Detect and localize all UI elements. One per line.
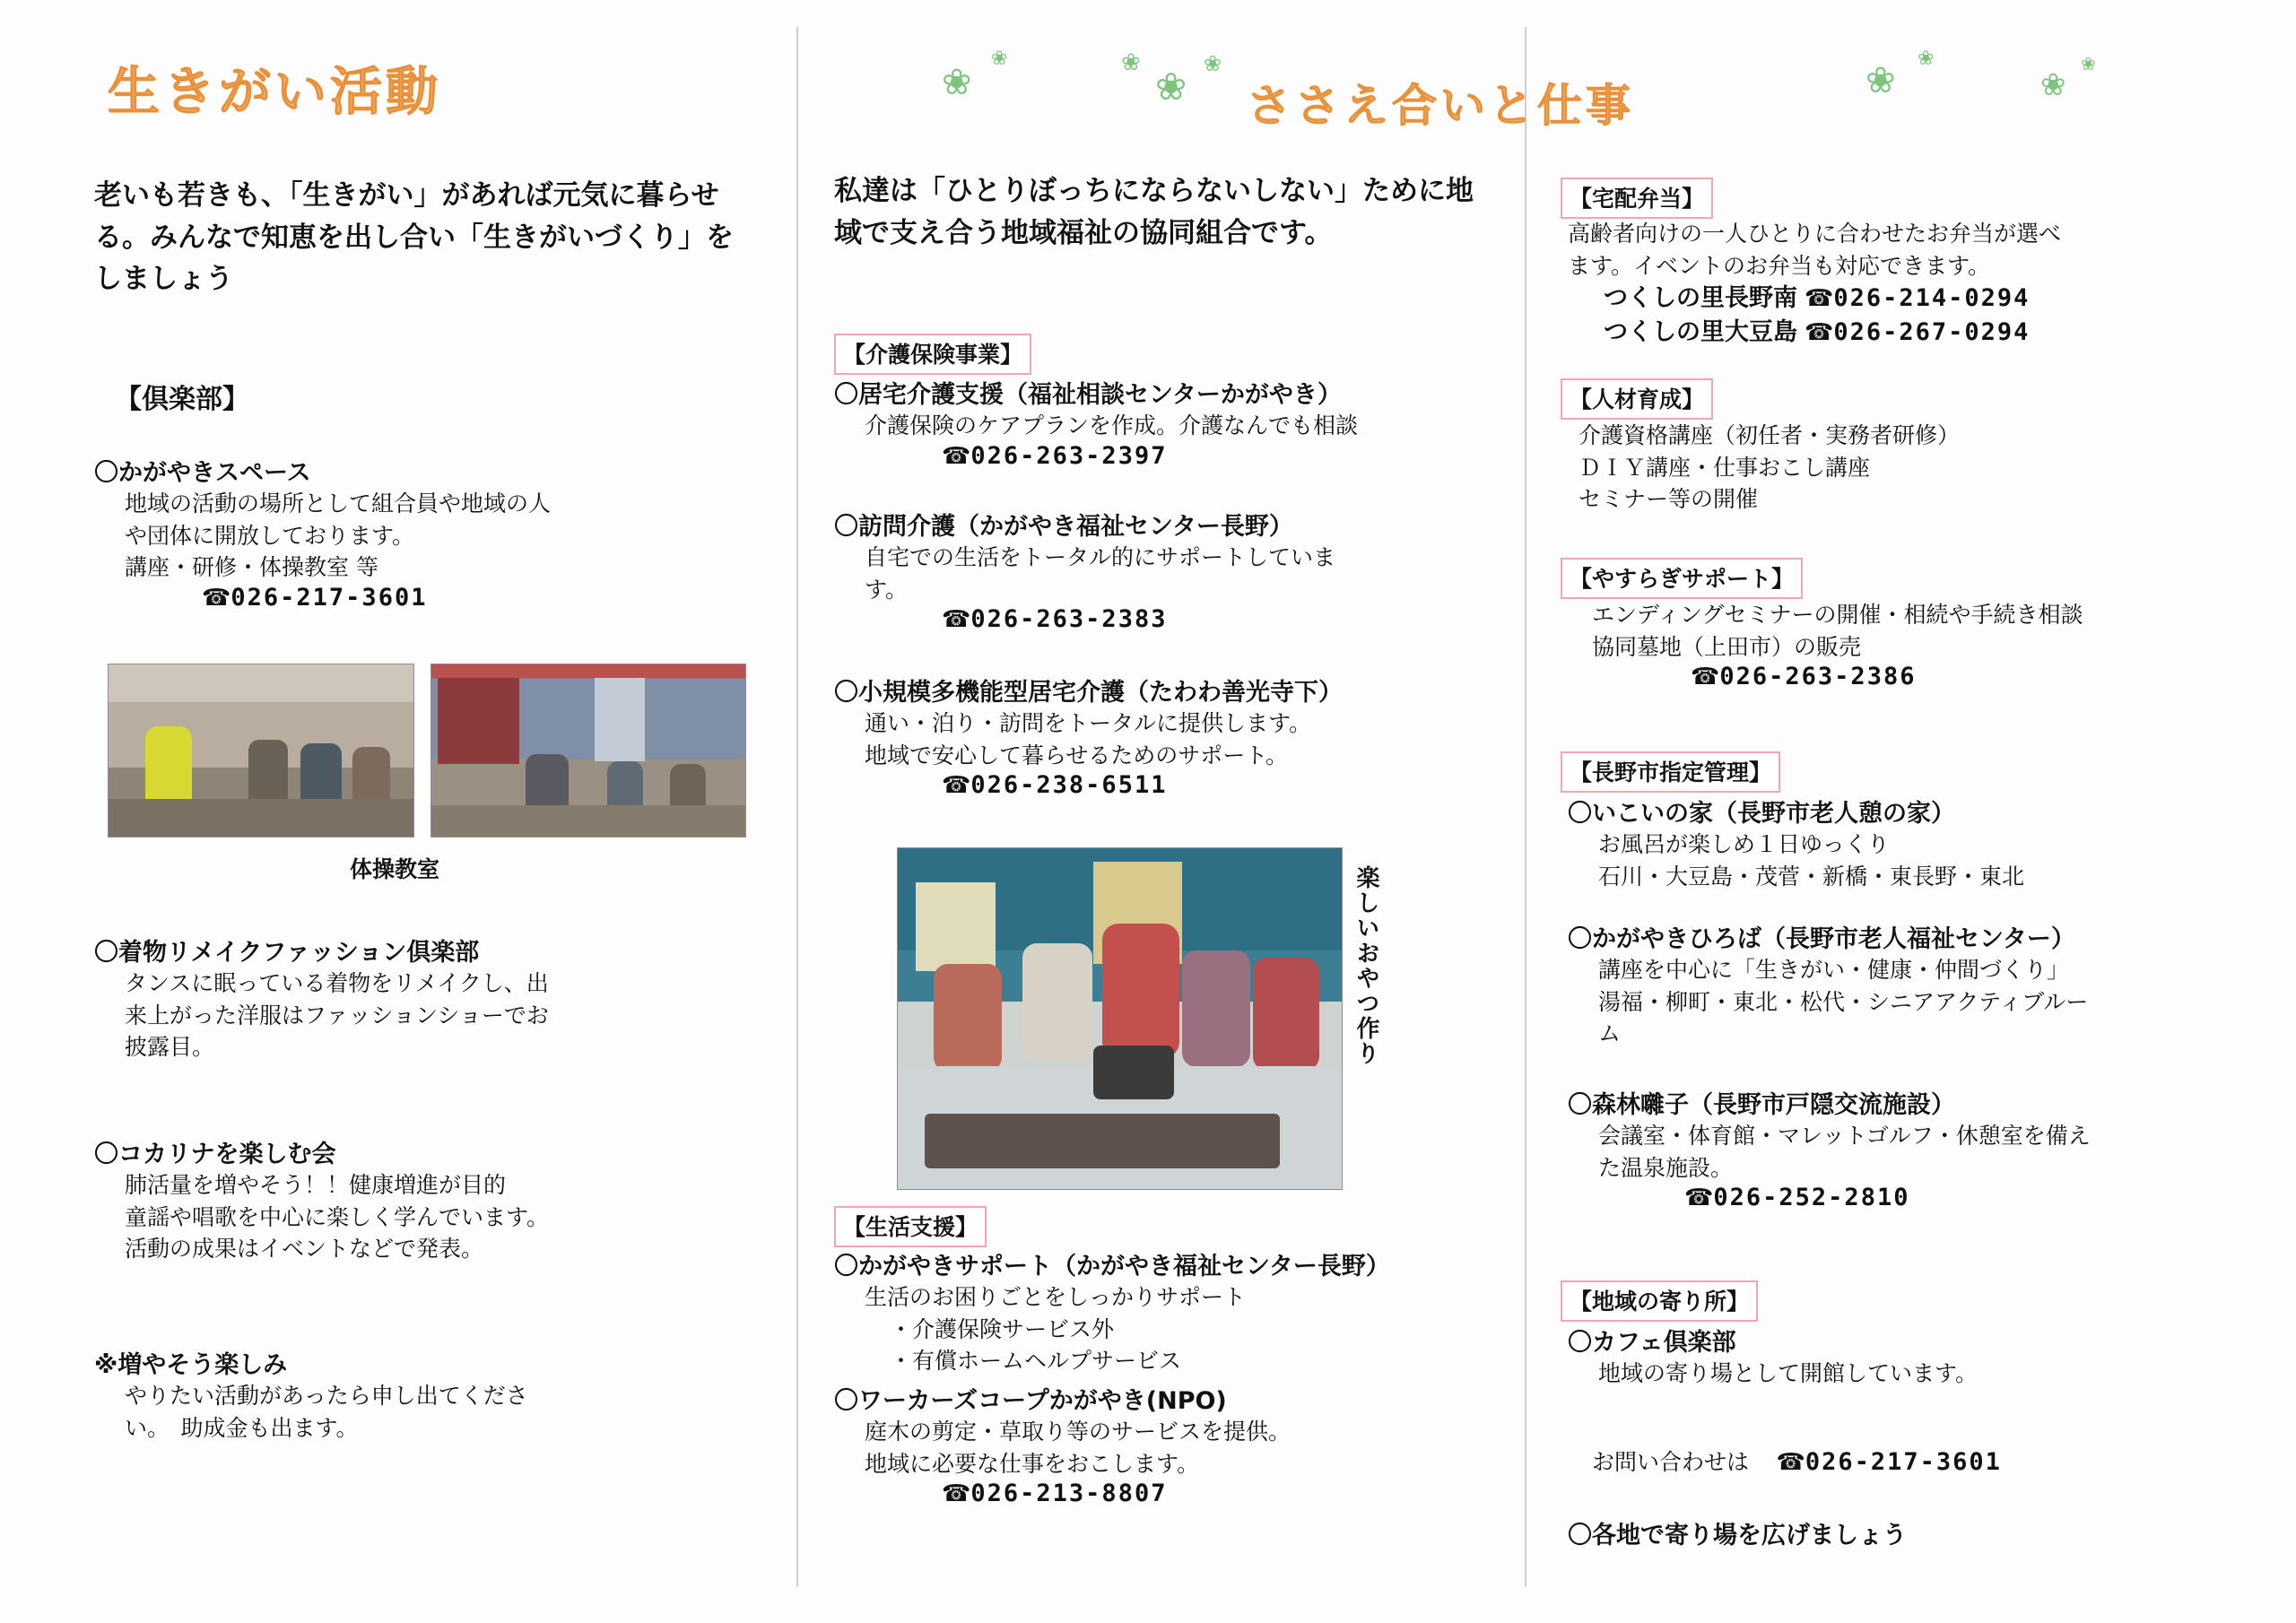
middle-item-shokibo — [834, 673, 1498, 799]
item-line: 介護保険のケアプランを作成。介護なんでも相談 — [865, 412, 1359, 438]
item-title: 〇居宅介護支援（福祉相談センターかがやき） — [834, 381, 1342, 409]
item-tel-row — [834, 605, 1498, 633]
section-tel-row — [1592, 663, 2292, 690]
item-line: 通い・泊り・訪問をトータルに提供します。 — [865, 710, 1312, 736]
item-line: 生活のお困りごとをしっかりサポート — [865, 1284, 1247, 1310]
item-line: 庭木の剪定・草取り等のサービスを提供。 — [865, 1419, 1292, 1445]
phone-icon: ☎ — [942, 1480, 971, 1507]
column-divider-1 — [796, 27, 798, 1587]
clover-icon: ❀ — [1918, 47, 1935, 69]
item-cafe-club — [1568, 1323, 2285, 1390]
item-ikoi-no-ie — [1568, 794, 2285, 892]
item-line: 地域に必要な仕事をおこします。 — [865, 1450, 1200, 1477]
item-tel: 026-217-3601 — [230, 583, 428, 612]
middle-lead-text: 私達は「ひとりぼっちにならないしない」ために地域で支え合う地域福祉の協同組合です。 — [834, 175, 1474, 249]
section-line: ます。イベントのお弁当も対応できます。 — [1568, 252, 1991, 279]
section-line: セミナー等の開催 — [1578, 486, 1759, 512]
item-title: 〇かがやきひろば（長野市老人福祉センター） — [1568, 925, 2075, 953]
item-tel: 026-238-6511 — [970, 771, 1168, 799]
item-title: 〇ワーカーズコープかがやき(NPO) — [834, 1387, 1227, 1415]
middle-item-workers-coop — [834, 1381, 1498, 1507]
item-tel-row — [834, 1480, 1498, 1507]
item-line: タンスに眠っている着物をリメイクし、出 — [125, 970, 549, 996]
item-tel: 026-263-2383 — [970, 605, 1168, 633]
item-tel: 026-213-8807 — [970, 1480, 1168, 1507]
bento-branch-row — [1568, 282, 2267, 316]
section-label: 【人材育成】 — [1561, 378, 1713, 420]
section-line: 介護資格講座（初任者・実務者研修） — [1578, 422, 1961, 448]
middle-item-homon — [834, 507, 1498, 633]
section-label: 【長野市指定管理】 — [1561, 751, 1780, 793]
item-line: 自宅での生活をトータル的にサポートしていま — [865, 544, 1336, 570]
branch-tel: 026-267-0294 — [1833, 318, 2031, 347]
item-title: 〇かがやきサポート（かがやき福祉センター長野） — [834, 1253, 1390, 1280]
item-tel-row — [834, 442, 1498, 470]
photo-snack-making — [897, 847, 1343, 1190]
item-title: 〇着物リメイクファッション倶楽部 — [94, 939, 480, 967]
bento-branch-row — [1568, 316, 2267, 350]
section-label: 【宅配弁当】 — [1561, 178, 1713, 219]
branch-name: つくしの里長野南 — [1604, 284, 1797, 312]
section-tel: 026-263-2386 — [1719, 663, 1917, 690]
item-tel-row — [1568, 1184, 2285, 1211]
item-line: す。 — [865, 576, 909, 603]
section-line: 高齢者向けの一人ひとりに合わせたお弁当が選べ — [1568, 221, 2062, 247]
section-line: ＤＩＹ講座・仕事おこし講座 — [1578, 454, 1871, 481]
phone-icon: ☎ — [942, 442, 971, 470]
clover-icon: ❀ — [1204, 52, 1222, 76]
section-label: 【生活支援】 — [834, 1206, 987, 1247]
middle-item-kyotaku — [834, 375, 1498, 470]
contact-tel: 026-217-3601 — [1805, 1448, 2002, 1476]
section-bento-body — [1568, 218, 2267, 351]
item-line: 地域の寄り場として開館しています。 — [1598, 1360, 1979, 1386]
phone-icon: ☎ — [202, 584, 231, 612]
section-label-seikatsu — [834, 1206, 987, 1247]
section-line: 協同墓地（上田市）の販売 — [1592, 633, 1862, 660]
item-shinrin-bayashi — [1568, 1085, 2285, 1211]
phone-icon: ☎ — [942, 606, 971, 633]
photo-caption-snack: 楽しいおやつ作り — [1352, 865, 1379, 1066]
footer-message: 〇各地で寄り場を広げましょう — [1568, 1522, 1907, 1549]
phone-icon: ☎ — [942, 772, 971, 799]
phone-icon: ☎ — [1691, 664, 1720, 690]
photo-exercise-class-1 — [108, 664, 414, 838]
item-title: 〇森林囃子（長野市戸隠交流施設） — [1568, 1091, 1955, 1119]
section-label-yasuragi — [1561, 558, 1803, 599]
column-divider-2 — [1525, 27, 1526, 1587]
item-line: 石川・大豆島・茂菅・新橋・東長野・東北 — [1598, 863, 2025, 890]
item-tel-row — [834, 771, 1498, 799]
item-tel: 026-263-2397 — [970, 441, 1168, 470]
branch-name: つくしの里大豆島 — [1604, 318, 1797, 347]
item-title: 〇コカリナを楽しむ会 — [94, 1141, 336, 1168]
note-line: やりたい活動があったら申し出てくださ — [125, 1383, 528, 1409]
contact-label: お問い合わせは — [1592, 1449, 1750, 1475]
item-title: 〇小規模多機能型居宅介護（たわわ善光寺下） — [834, 679, 1343, 707]
item-tel-row — [94, 584, 740, 612]
item-tel: 026-252-2810 — [1713, 1184, 1910, 1211]
item-line: 来上がった洋服はファッションショーでお — [125, 1002, 549, 1028]
clover-icon: ❀ — [1155, 65, 1187, 108]
photo-exercise-class-2 — [430, 664, 746, 838]
clover-icon: ❀ — [2081, 55, 2096, 74]
phone-icon: ☎ — [1804, 319, 1834, 347]
note-title: ※増やそう楽しみ — [94, 1351, 288, 1379]
item-line: 講座・研修・体操教室 等 — [125, 554, 378, 580]
club-heading: 【倶楽部】 — [115, 384, 249, 415]
item-line: お風呂が楽しめ１日ゆっくり — [1598, 831, 1890, 857]
item-line: 会議室・体育館・マレットゴルフ・休憩室を備え — [1598, 1123, 2091, 1149]
section-label-kaigo — [834, 334, 1031, 375]
branch-tel: 026-214-0294 — [1833, 284, 2031, 312]
item-title: 〇訪問介護（かがやき福祉センター長野） — [834, 513, 1293, 541]
section-label: 【介護保険事業】 — [834, 334, 1031, 375]
middle-item-kagayaki-support — [834, 1246, 1498, 1377]
title-ikigai: 生きがい活動 — [108, 61, 442, 122]
left-item-kimono-remake — [94, 933, 740, 1063]
section-label: 【やすらぎサポート】 — [1561, 558, 1803, 599]
clover-icon: ❀ — [1121, 48, 1141, 75]
item-kagayaki-hiroba — [1568, 919, 2285, 1050]
clover-icon: ❀ — [2040, 68, 2066, 102]
item-line: 地域の活動の場所として組合員や地域の人 — [125, 490, 552, 516]
phone-icon: ☎ — [1684, 1185, 1714, 1211]
item-line: 湯福・柳町・東北・松代・シニアアクティブルー — [1598, 988, 2089, 1015]
item-line: 地域で安心して暮らせるためのサポート。 — [865, 742, 1289, 768]
item-title: 〇カフェ倶楽部 — [1568, 1329, 1736, 1357]
item-line: ム — [1598, 1020, 1622, 1046]
left-note — [94, 1345, 740, 1444]
left-item-kagayaki-space — [94, 453, 740, 612]
title-sasae: ささえ合いと仕事 — [1247, 80, 1634, 132]
note-line: い。 助成金も出ます。 — [125, 1414, 359, 1441]
phone-icon: ☎ — [1804, 285, 1834, 312]
section-label-yorisho — [1561, 1280, 1758, 1322]
photo-caption-exercise: 体操教室 — [350, 856, 440, 882]
item-line: や団体に開放しております。 — [125, 522, 415, 549]
item-line: 披露目。 — [125, 1034, 215, 1060]
item-title: 〇かがやきスペース — [94, 459, 311, 487]
section-label-bento — [1561, 178, 1713, 219]
item-title: 〇いこいの家（長野市老人憩の家） — [1568, 800, 1955, 828]
item-line: ・有償ホームヘルプサービス — [890, 1348, 1182, 1374]
section-label: 【地域の寄り所】 — [1561, 1280, 1758, 1322]
section-line: エンディングセミナーの開催・相続や手続き相談 — [1592, 602, 2083, 628]
item-line: 活動の成果はイベントなどで発表。 — [125, 1236, 484, 1262]
section-yasuragi-body — [1592, 599, 2292, 690]
item-line: た温泉施設。 — [1598, 1154, 1734, 1181]
section-label-shiteikanri — [1561, 751, 1780, 793]
clover-icon: ❀ — [1866, 61, 1896, 100]
left-item-kokarina — [94, 1134, 740, 1265]
item-line: 講座を中心に「生きがい・健康・仲間づくり」 — [1598, 957, 2070, 983]
contact-row — [1592, 1444, 2296, 1479]
left-lead-text: 老いも若きも、「生きがい」があれば元気に暮らせる。みんなで知恵を出し合い「生きがいづくり」をしましょう — [94, 179, 734, 295]
item-line: 肺活量を増やそう！！健康増進が目的 — [125, 1172, 507, 1198]
item-line: 童謡や唱歌を中心に楽しく学んでいます。 — [125, 1203, 550, 1230]
clover-decorations — [915, 45, 2242, 117]
item-line: ・介護保険サービス外 — [890, 1315, 1115, 1342]
section-label-jinzai — [1561, 378, 1713, 420]
phone-icon: ☎ — [1752, 1449, 1805, 1476]
clover-icon: ❀ — [942, 63, 972, 102]
clover-icon: ❀ — [991, 47, 1008, 69]
section-jinzai-body — [1578, 420, 2278, 516]
